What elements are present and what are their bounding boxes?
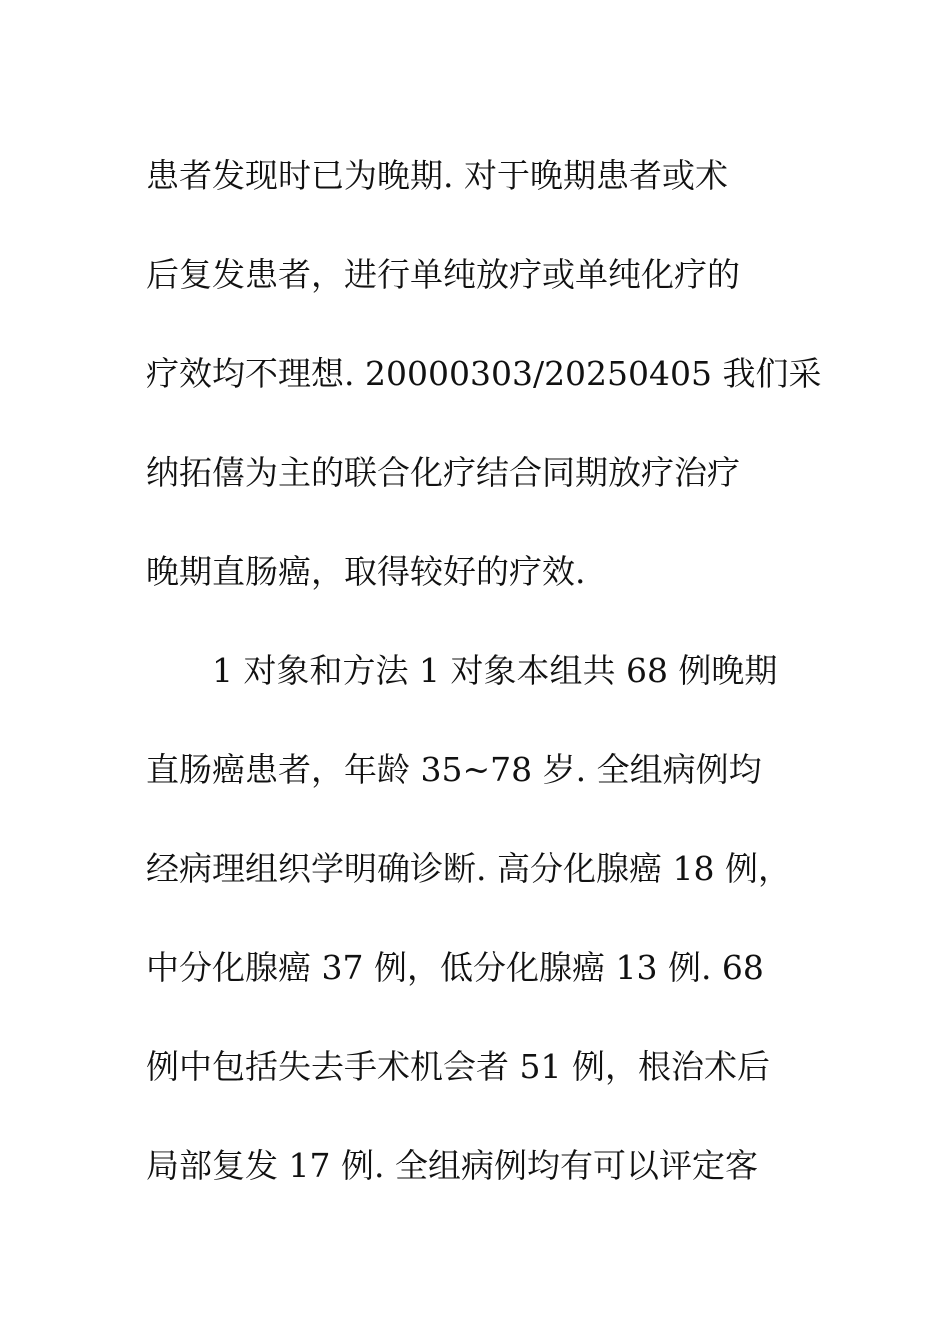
text-line-2: 后复发患者，进行单纯放疗或单纯化疗的 xyxy=(146,255,740,294)
text-line-10: 例中包括失去手术机会者 51 例，根治术后 xyxy=(146,1047,770,1086)
text-line-7: 直肠癌患者，年龄 35~78 岁. 全组病例均 xyxy=(146,750,762,789)
text-line-1: 患者发现时已为晚期. 对于晚期患者或术 xyxy=(146,156,728,195)
text-line-4: 纳拓僖为主的联合化疗结合同期放疗治疗 xyxy=(146,453,740,492)
text-line-3: 疗效均不理想. 20000303/20250405 我们采 xyxy=(146,354,822,393)
text-line-9: 中分化腺癌 37 例，低分化腺癌 13 例. 68 xyxy=(146,948,764,987)
text-line-6: 1 对象和方法 1 对象本组共 68 例晚期 xyxy=(212,651,778,690)
body-text xyxy=(146,126,826,1215)
text-line-5: 晚期直肠癌，取得较好的疗效. xyxy=(146,552,586,591)
text-line-8: 经病理组织学明确诊断. 高分化腺癌 18 例， xyxy=(146,849,791,888)
text-line-11: 局部复发 17 例. 全组病例均有可以评定客 xyxy=(146,1146,758,1185)
